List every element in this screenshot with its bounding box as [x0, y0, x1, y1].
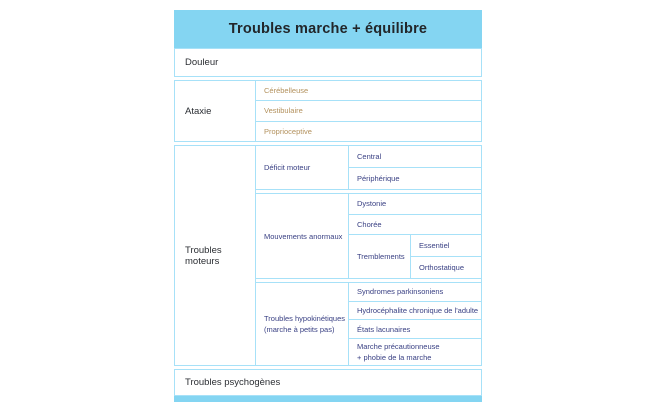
cell-cerebelleuse: Cérébelleuse — [264, 86, 309, 96]
cell-central: Central — [357, 152, 382, 161]
deficit-moteur-label: Déficit moteur — [264, 163, 311, 172]
troubles-hypokinetiques-children — [349, 283, 481, 365]
troubles-psychogenes-label: Troubles psychogènes — [185, 377, 281, 388]
tremblements-label: Tremblements — [357, 252, 405, 261]
deficit-moteur-children — [349, 146, 481, 189]
table-title: Troubles marche + équilibre — [228, 21, 428, 37]
classification-table — [174, 10, 482, 402]
cell-syndromes-parkinsoniens: Syndromes parkinsoniens — [357, 287, 444, 297]
tremblements-children — [411, 235, 481, 278]
deficit-moteur-label-cell — [256, 146, 349, 189]
cell-essentiel: Essentiel — [419, 241, 450, 250]
footer-accent-bar — [174, 396, 482, 402]
cell-dystonie: Dystonie — [357, 199, 387, 209]
mouvements-anormaux-label: Mouvements anormaux — [264, 231, 343, 241]
ataxie-children — [256, 81, 481, 141]
table-title-band — [174, 10, 482, 48]
troubles-moteurs-label-cell — [175, 146, 256, 365]
troubles-hypokinetiques-label-cell — [256, 283, 349, 365]
section-ataxie — [174, 80, 482, 142]
cell-marche-precautionneuse — [349, 338, 481, 365]
cell-orthostatique: Orthostatique — [411, 256, 481, 278]
troubles-moteurs-label: Troubles moteurs — [185, 244, 222, 267]
cell-choree: Chorée — [349, 214, 481, 235]
marche-precautionneuse-line1: Marche précautionneuse — [357, 341, 440, 351]
mouvements-anormaux-label-cell — [256, 194, 349, 278]
group-troubles-hypokinetiques — [256, 282, 481, 365]
group-mouvements-anormaux — [256, 193, 481, 279]
troubles-moteurs-groups — [256, 146, 481, 365]
troubles-hypokinetiques-label-line1: Troubles hypokinétiques — [264, 313, 346, 323]
marche-precautionneuse-line2: + phobie de la marche — [357, 352, 432, 362]
cell-etats-lacunaires: États lacunaires — [349, 319, 481, 338]
cell-hydrocephalite-chronique: Hydrocéphalite chronique de l'adulte — [349, 301, 481, 320]
cell-proprioceptive: Proprioceptive — [256, 121, 481, 141]
ataxie-label: Ataxie — [185, 105, 212, 117]
tremblements-label-cell — [349, 235, 411, 278]
douleur-label: Douleur — [185, 57, 219, 68]
row-douleur — [174, 48, 482, 77]
cell-peripherique: Périphérique — [349, 167, 481, 189]
cell-vestibulaire: Vestibulaire — [256, 100, 481, 120]
section-troubles-moteurs — [174, 145, 482, 366]
troubles-hypokinetiques-label-line2: (marche à petits pas) — [264, 324, 335, 334]
ataxie-label-cell — [175, 81, 256, 141]
group-tremblements — [349, 234, 481, 278]
group-deficit-moteur — [256, 146, 481, 190]
mouvements-anormaux-children — [349, 194, 481, 278]
row-troubles-psychogenes — [174, 369, 482, 396]
